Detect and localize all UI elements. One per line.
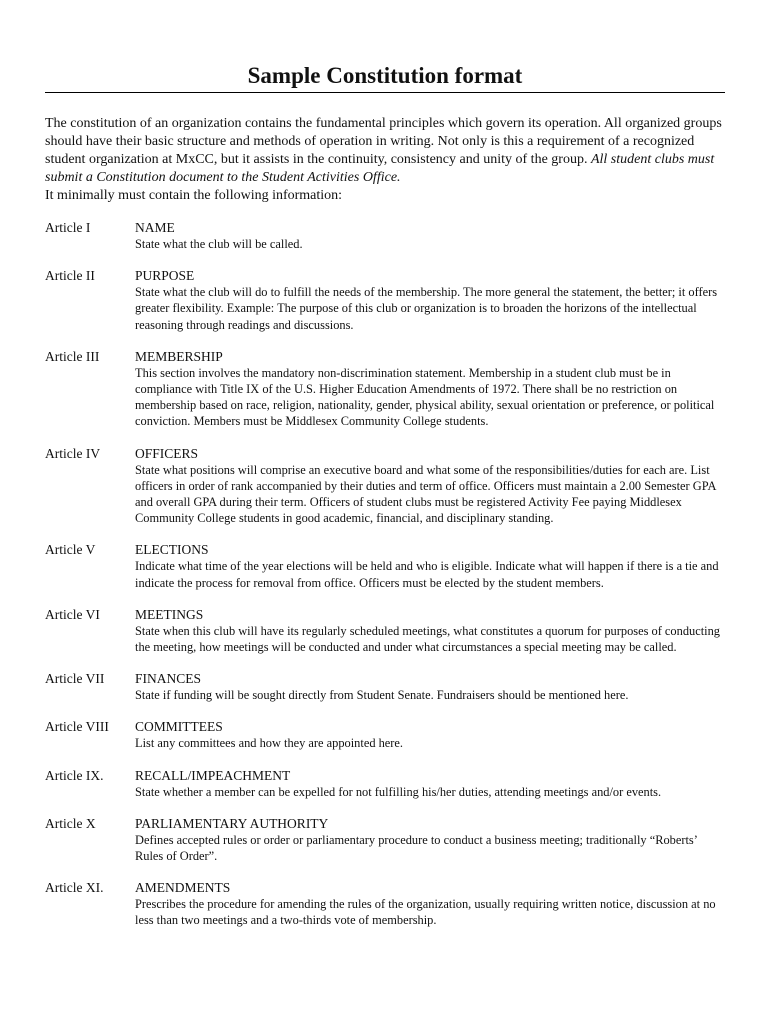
article-number: Article VII xyxy=(45,671,105,687)
article-number: Article II xyxy=(45,268,95,284)
article-item xyxy=(45,542,725,590)
article-description: Defines accepted rules or order or parliamentary procedure to conduct a business meeting; traditionally “Roberts’ Rules of Order”. xyxy=(135,832,697,864)
intro-last-line: It minimally must contain the following information: xyxy=(45,188,343,203)
document-page xyxy=(45,62,725,945)
article-number: Article I xyxy=(45,220,91,235)
article-heading: OFFICERS xyxy=(135,445,199,461)
article-description: This section involves the mandatory non-discrimination statement. Membership in a student club must be in compliance with Title IX of the U.S. Higher Education Amendments of 1972. There shall be no restriction on membership based on race, religion, nationality, gender, physical ability, sexual orientation or preference, or political conviction. Members must be Middlesex Community College students. xyxy=(135,365,715,429)
article-body xyxy=(135,268,725,333)
article-body xyxy=(135,542,725,590)
article-body xyxy=(135,671,725,703)
article-heading: AMENDMENTS xyxy=(135,880,231,896)
page-title: Sample Constitution format xyxy=(45,62,725,93)
article-heading: FINANCES xyxy=(135,671,202,687)
article-description: State if funding will be sought directly from Student Senate. Fundraisers should be mentioned here. xyxy=(135,688,629,703)
article-number: Article III xyxy=(45,348,100,364)
article-description: State what the club will be called. xyxy=(135,237,303,251)
article-item xyxy=(45,816,725,864)
article-number: Article V xyxy=(45,542,96,558)
article-heading: PARLIAMENTARY AUTHORITY xyxy=(135,815,329,831)
article-number: Article VI xyxy=(45,606,100,622)
article-body xyxy=(135,768,725,800)
article-item xyxy=(45,768,725,800)
article-item xyxy=(45,220,725,252)
article-number: Article IX. xyxy=(45,767,104,783)
article-item xyxy=(45,880,725,928)
article-description: State what the club will do to fulfill the needs of the membership. The more general the statement, the better; it offers greater flexibility. Example: The purpose of this club or organization is to broaden the horizons of the intellectual reasoning through readings and discussions. xyxy=(135,285,718,332)
article-heading: RECALL/IMPEACHMENT xyxy=(135,767,291,783)
article-description: State what positions will comprise an executive board and what some of the responsibilities/duties for each are. List officers in order of rank accompanied by their duties and term of office. Officers must maintain a 2.00 Semester GPA and overall GPA during their term. Officers of student clubs must be registered Activity Fee paying Middlesex Community College students in good academic, financial, and disciplinary standing. xyxy=(135,462,716,526)
article-body xyxy=(135,220,725,252)
article-body xyxy=(135,607,725,655)
articles-list xyxy=(45,220,725,929)
article-item xyxy=(45,268,725,333)
article-number: Article VIII xyxy=(45,719,109,735)
article-heading: PURPOSE xyxy=(135,268,195,284)
article-item xyxy=(45,349,725,430)
article-number: Article X xyxy=(45,815,96,831)
article-item xyxy=(45,719,725,751)
article-item xyxy=(45,607,725,655)
article-heading: NAME xyxy=(135,220,175,235)
article-body xyxy=(135,880,725,928)
article-heading: COMMITTEES xyxy=(135,719,223,735)
article-description: Indicate what time of the year elections will be held and who is eligible. Indicate what will happen if there is a tie and indicate the process for removal from office. Officers must be elected by the student members. xyxy=(135,559,719,590)
article-body xyxy=(135,446,725,527)
article-body xyxy=(135,816,725,864)
article-body xyxy=(135,719,725,751)
article-description: List any committees and how they are appointed here. xyxy=(135,736,404,751)
article-heading: MEETINGS xyxy=(135,606,204,622)
intro-paragraph xyxy=(45,115,725,205)
intro-italic-note: All student clubs must submit a Constitution document to the Student Activities Office. xyxy=(45,152,715,185)
intro-text: The constitution of an organization contains the fundamental principles which govern its operation. All organized groups should have their basic structure and methods of operation in writing. Not only is this a requirement of a recognized student organization at MxCC, but it assists in the continuity, consistency and unity of the group. xyxy=(45,116,722,167)
article-description: Prescribes the procedure for amending the rules of the organization, usually requiring written notice, discussion at no less than two meetings and a two-thirds vote of membership. xyxy=(135,897,716,928)
article-heading: ELECTIONS xyxy=(135,542,209,558)
article-number: Article IV xyxy=(45,445,101,461)
article-number: Article XI. xyxy=(45,880,104,896)
article-description: State when this club will have its regularly scheduled meetings, what constitutes a quorum for purposes of conducting the meeting, how meetings will be conducted and under what circumstances a special meeting may be called. xyxy=(135,623,720,655)
article-item xyxy=(45,671,725,703)
article-heading: MEMBERSHIP xyxy=(135,348,223,364)
article-body xyxy=(135,349,725,430)
article-description: State whether a member can be expelled for not fulfilling his/her duties, attending meetings and/or events. xyxy=(135,784,662,799)
article-item xyxy=(45,446,725,527)
